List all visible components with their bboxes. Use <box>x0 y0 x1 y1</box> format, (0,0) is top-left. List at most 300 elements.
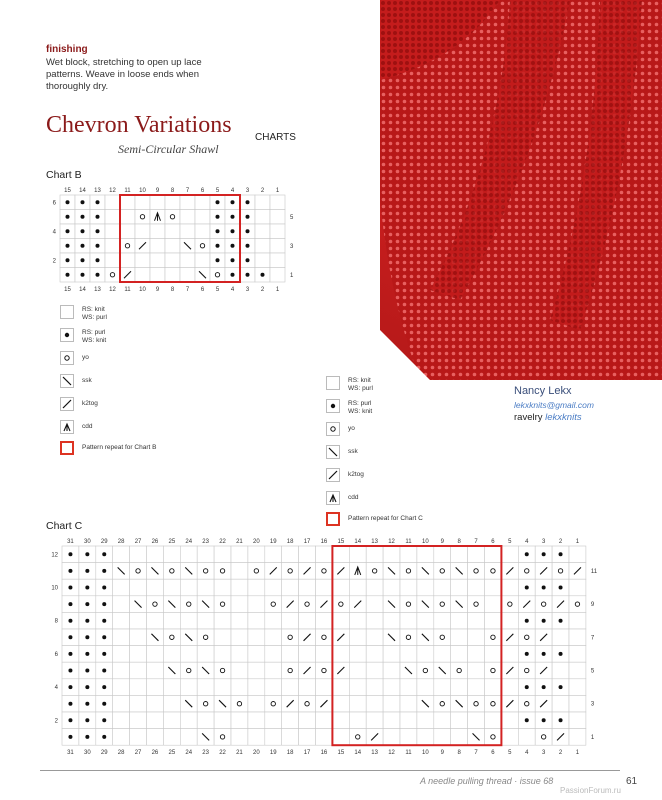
column-number: 24 <box>185 750 193 757</box>
purl-stitch <box>102 652 106 656</box>
purl-stitch <box>525 586 529 590</box>
chart-cell <box>197 579 214 596</box>
purl-stitch <box>102 569 106 573</box>
footer-publication: A needle pulling thread · issue 68 <box>420 776 554 786</box>
chart-cell <box>248 662 265 679</box>
issue-label: issue 68 <box>519 776 554 786</box>
chart-cell <box>400 695 417 712</box>
column-number: 6 <box>200 287 205 293</box>
row-number: 10 <box>51 585 58 592</box>
purl-stitch <box>85 669 89 673</box>
purl-stitch <box>66 200 70 204</box>
chart-cell <box>231 712 248 729</box>
chart-cell <box>231 695 248 712</box>
column-number: 2 <box>260 287 265 293</box>
chart-cell <box>518 563 535 580</box>
purl-stitch <box>68 569 72 573</box>
chart-cell <box>231 563 248 580</box>
chart-cell <box>180 712 197 729</box>
chart-cell <box>569 596 586 613</box>
column-number: 15 <box>337 750 345 757</box>
chart-cell <box>265 629 282 646</box>
chart-cell <box>518 662 535 679</box>
chart-cell <box>113 679 130 696</box>
chart-cell <box>265 612 282 629</box>
chart-cell <box>316 629 333 646</box>
chart-cell <box>518 695 535 712</box>
chart-cell <box>569 679 586 696</box>
legend-c-purl-ws: WS: knit <box>348 407 373 415</box>
column-number: 3 <box>541 750 546 757</box>
chart-cell <box>282 563 299 580</box>
purl-stitch <box>68 702 72 706</box>
author-name: Nancy Lekx <box>514 385 572 397</box>
cdd-icon-c <box>326 491 340 505</box>
pattern-subtitle: Semi-Circular Shawl <box>118 142 219 156</box>
chart-cell <box>366 662 383 679</box>
chart-cell <box>165 210 180 225</box>
chart-cell <box>197 712 214 729</box>
chart-cell <box>400 646 417 663</box>
chart-cell <box>569 646 586 663</box>
chart-cell <box>231 546 248 563</box>
chart-cell <box>349 646 366 663</box>
chart-cell <box>451 579 468 596</box>
chart-cell <box>113 695 130 712</box>
chart-cell <box>255 195 270 210</box>
column-number: 2 <box>260 188 265 194</box>
chart-cell <box>270 195 285 210</box>
chart-cell <box>366 546 383 563</box>
column-number: 22 <box>219 539 226 545</box>
chart-cell <box>282 679 299 696</box>
purl-stitch <box>102 735 106 739</box>
purl-stitch <box>231 229 235 233</box>
chart-cell <box>282 546 299 563</box>
chart-cell <box>366 612 383 629</box>
purl-stitch <box>81 273 85 277</box>
purl-stitch <box>525 552 529 556</box>
chart-cell <box>214 729 231 746</box>
chart-cell <box>150 195 165 210</box>
purl-stitch <box>102 552 106 556</box>
purl-stitch <box>231 215 235 219</box>
chart-cell <box>120 210 135 225</box>
chart-cell <box>105 268 120 283</box>
purl-stitch <box>231 273 235 277</box>
chart-cell <box>180 546 197 563</box>
column-number: 1 <box>275 188 280 194</box>
chart-cell <box>417 579 434 596</box>
purl-stitch <box>246 215 250 219</box>
chart-cell <box>400 679 417 696</box>
chart-cell <box>383 579 400 596</box>
chart-cell <box>105 253 120 268</box>
column-number: 19 <box>269 539 277 545</box>
chart-cell <box>248 679 265 696</box>
purl-stitch <box>68 635 72 639</box>
chart-cell <box>214 629 231 646</box>
purl-stitch <box>85 619 89 623</box>
purl-stitch <box>525 718 529 722</box>
k2tog-icon <box>60 397 74 411</box>
purl-stitch <box>559 652 563 656</box>
chart-cell <box>130 579 147 596</box>
chart-cell <box>485 695 502 712</box>
column-number: 2 <box>558 750 563 757</box>
chart-cell <box>332 579 349 596</box>
row-number: 5 <box>290 214 294 221</box>
column-number: 7 <box>185 287 190 293</box>
chart-cell <box>231 596 248 613</box>
chart-cell <box>332 729 349 746</box>
column-number: 14 <box>354 539 362 545</box>
legend-cdd-label: cdd <box>82 423 93 430</box>
chart-cell <box>130 646 147 663</box>
chart-cell <box>214 712 231 729</box>
column-number: 14 <box>79 287 86 293</box>
chart-cell <box>485 679 502 696</box>
column-number: 7 <box>474 750 478 757</box>
chart-cell <box>165 224 180 239</box>
legend-ssk-label: ssk <box>82 377 92 384</box>
ravelry-line <box>514 412 582 423</box>
chart-cell <box>130 712 147 729</box>
chart-cell <box>400 729 417 746</box>
chart-cell <box>282 629 299 646</box>
chart-cell <box>180 612 197 629</box>
purl-stitch <box>96 200 100 204</box>
chart-cell <box>366 563 383 580</box>
chart-cell <box>434 629 451 646</box>
chart-cell <box>501 596 518 613</box>
chart-cell <box>535 729 552 746</box>
chart-cell <box>231 579 248 596</box>
chart-cell <box>316 662 333 679</box>
chart-cell <box>434 646 451 663</box>
chart-cell <box>434 563 451 580</box>
row-number: 12 <box>51 552 58 559</box>
chart-cell <box>270 253 285 268</box>
chart-cell <box>282 612 299 629</box>
chart-cell <box>417 662 434 679</box>
chart-cell <box>468 563 485 580</box>
author-email[interactable]: lekxknits@gmail.com <box>514 400 594 410</box>
chart-cell <box>214 662 231 679</box>
chart-cell <box>248 596 265 613</box>
chart-cell <box>163 679 180 696</box>
column-number: 3 <box>245 287 250 293</box>
chart-cell <box>485 612 502 629</box>
chart-cell <box>349 712 366 729</box>
chart-cell <box>299 712 316 729</box>
chart-cell <box>349 695 366 712</box>
purl-stitch <box>81 200 85 204</box>
chart-cell <box>569 712 586 729</box>
chart-cell <box>147 679 164 696</box>
column-number: 27 <box>134 539 142 545</box>
purl-stitch <box>96 215 100 219</box>
chart-cell <box>147 695 164 712</box>
chart-cell <box>265 712 282 729</box>
purl-stitch <box>216 258 220 262</box>
chart-cell <box>265 646 282 663</box>
chart-cell <box>316 546 333 563</box>
column-number: 11 <box>405 750 412 757</box>
purl-stitch <box>102 702 106 706</box>
yo-icon-c <box>326 422 340 436</box>
chart-cell <box>400 596 417 613</box>
chart-cell <box>485 546 502 563</box>
purl-stitch <box>68 552 72 556</box>
chart-cell <box>197 546 214 563</box>
column-number: 15 <box>337 539 345 545</box>
column-number: 23 <box>202 750 209 757</box>
purl-stitch <box>66 215 70 219</box>
column-number: 15 <box>64 287 71 293</box>
chart-cell <box>147 712 164 729</box>
chart-cell <box>383 712 400 729</box>
chart-cell <box>383 679 400 696</box>
chart-cell <box>113 729 130 746</box>
chart-cell <box>451 629 468 646</box>
row-number: 6 <box>54 651 58 658</box>
column-number: 3 <box>541 539 546 545</box>
purl-stitch <box>81 215 85 219</box>
column-number: 1 <box>575 539 580 545</box>
chart-cell <box>569 612 586 629</box>
chart-cell <box>248 629 265 646</box>
chart-cell <box>255 224 270 239</box>
chart-cell <box>197 679 214 696</box>
chart-cell <box>270 268 285 283</box>
column-number: 13 <box>371 539 378 545</box>
chart-cell <box>349 679 366 696</box>
row-number: 1 <box>290 272 294 279</box>
chart-cell <box>434 612 451 629</box>
footer-rule <box>40 770 620 771</box>
chart-cell <box>130 662 147 679</box>
column-number: 7 <box>474 539 478 545</box>
chart-cell <box>569 695 586 712</box>
chart-cell <box>113 546 130 563</box>
purl-stitch <box>96 229 100 233</box>
column-number: 12 <box>388 539 395 545</box>
chart-cell <box>501 579 518 596</box>
chart-cell <box>265 596 282 613</box>
chart-cell <box>180 662 197 679</box>
chart-cell <box>255 210 270 225</box>
chart-cell <box>147 612 164 629</box>
purl-stitch <box>85 635 89 639</box>
chart-cell <box>130 546 147 563</box>
chart-cell <box>282 662 299 679</box>
chart-cell <box>195 253 210 268</box>
row-number: 4 <box>52 229 56 236</box>
chart-cell <box>569 729 586 746</box>
purl-stitch <box>68 586 72 590</box>
column-number: 9 <box>155 287 160 293</box>
chart-cell <box>210 268 225 283</box>
chart-cell <box>485 596 502 613</box>
chart-cell <box>231 729 248 746</box>
chart-cell <box>299 546 316 563</box>
chart-cell <box>299 695 316 712</box>
repeat-box-icon <box>60 441 74 455</box>
chart-cell <box>163 546 180 563</box>
chart-cell <box>299 679 316 696</box>
legend-k2tog-label: k2tog <box>82 400 98 407</box>
column-number: 28 <box>117 750 125 757</box>
purl-stitch <box>85 718 89 722</box>
chart-cell <box>485 729 502 746</box>
purl-stitch <box>68 619 72 623</box>
chart-cell <box>569 546 586 563</box>
chart-cell <box>451 546 468 563</box>
ravelry-handle[interactable]: lekxknits <box>545 412 582 423</box>
legend-yo-label: yo <box>82 354 89 361</box>
column-number: 3 <box>245 188 250 194</box>
purl-stitch <box>85 552 89 556</box>
chart-cell <box>569 662 586 679</box>
chart-cell <box>165 239 180 254</box>
column-number: 5 <box>215 188 220 194</box>
chart-cell <box>180 210 195 225</box>
chart-cell <box>366 629 383 646</box>
chart-cell <box>518 629 535 646</box>
chart-cell <box>180 579 197 596</box>
column-number: 20 <box>253 539 260 545</box>
column-number: 21 <box>236 750 243 757</box>
row-number: 6 <box>52 200 56 207</box>
legend-knit-ws: WS: purl <box>82 313 107 321</box>
column-number: 15 <box>64 188 71 194</box>
column-number: 27 <box>134 750 142 757</box>
chart-cell <box>130 679 147 696</box>
purl-stitch <box>542 552 546 556</box>
pattern-title: Chevron Variations <box>46 112 232 138</box>
purl-stitch <box>542 685 546 689</box>
purl-stitch <box>85 735 89 739</box>
repeat-box-icon-c <box>326 512 340 526</box>
legend-c-ssk-label: ssk <box>348 448 358 455</box>
chart-cell <box>316 612 333 629</box>
chart-cell <box>299 612 316 629</box>
chart-cell <box>180 729 197 746</box>
ravelry-label: ravelry <box>514 412 543 423</box>
chart-cell <box>451 729 468 746</box>
chart-cell <box>485 662 502 679</box>
purl-stitch <box>231 200 235 204</box>
chart-cell <box>113 579 130 596</box>
chart-cell <box>451 662 468 679</box>
chart-cell <box>248 579 265 596</box>
legend-c-yo-label: yo <box>348 425 355 432</box>
chart-cell <box>518 729 535 746</box>
chart-cell <box>163 712 180 729</box>
chart-cell <box>332 679 349 696</box>
purl-stitch <box>216 200 220 204</box>
chart-cell <box>120 239 135 254</box>
chart-cell <box>485 629 502 646</box>
purl-stitch <box>81 244 85 248</box>
publication-name: A needle pulling thread <box>420 776 512 786</box>
chart-cell <box>180 646 197 663</box>
chart-cell <box>501 712 518 729</box>
chart-cell <box>366 712 383 729</box>
chart-cell <box>468 679 485 696</box>
column-number: 5 <box>508 750 512 757</box>
column-number: 17 <box>303 539 311 545</box>
ssk-icon <box>60 374 74 388</box>
chart-cell <box>248 695 265 712</box>
chart-cell <box>400 612 417 629</box>
chart-cell <box>501 646 518 663</box>
ssk-icon-c <box>326 445 340 459</box>
column-number: 5 <box>508 539 512 545</box>
chart-cell <box>569 629 586 646</box>
column-number: 9 <box>440 750 444 757</box>
page-number: 61 <box>626 776 638 787</box>
column-number: 6 <box>200 188 205 194</box>
row-number: 1 <box>590 734 595 741</box>
chart-cell <box>195 224 210 239</box>
chart-cell <box>468 612 485 629</box>
column-number: 26 <box>151 750 159 757</box>
chart-cell <box>569 579 586 596</box>
chart-cell <box>135 224 150 239</box>
chart-cell <box>434 596 451 613</box>
chart-cell <box>270 210 285 225</box>
chart-cell <box>270 224 285 239</box>
column-number: 8 <box>170 287 175 293</box>
legend-c-k2tog-label: k2tog <box>348 471 364 478</box>
column-number: 10 <box>422 750 429 757</box>
chart-cell <box>383 729 400 746</box>
chart-cell <box>552 629 569 646</box>
chart-cell <box>147 596 164 613</box>
chart-cell <box>485 712 502 729</box>
chart-cell <box>434 679 451 696</box>
chart-cell <box>332 646 349 663</box>
purl-swatch-c <box>326 399 340 413</box>
purl-stitch <box>246 200 250 204</box>
chart-cell <box>417 729 434 746</box>
chart-cell <box>180 679 197 696</box>
chart-cell <box>349 629 366 646</box>
column-number: 16 <box>320 750 328 757</box>
chart-cell <box>485 579 502 596</box>
chart-cell <box>434 695 451 712</box>
charts-label: CHARTS <box>255 132 296 143</box>
chart-cell <box>316 729 333 746</box>
chart-cell <box>195 210 210 225</box>
column-number: 16 <box>320 539 328 545</box>
chart-cell <box>163 729 180 746</box>
purl-stitch <box>559 586 563 590</box>
chart-cell <box>197 612 214 629</box>
purl-stitch <box>559 685 563 689</box>
chart-cell <box>417 712 434 729</box>
chart-cell <box>332 712 349 729</box>
chart-cell <box>147 729 164 746</box>
chart-cell <box>501 679 518 696</box>
column-number: 10 <box>139 287 146 293</box>
purl-stitch <box>559 718 563 722</box>
purl-stitch <box>231 244 235 248</box>
chart-cell <box>332 612 349 629</box>
chart-cell <box>400 546 417 563</box>
